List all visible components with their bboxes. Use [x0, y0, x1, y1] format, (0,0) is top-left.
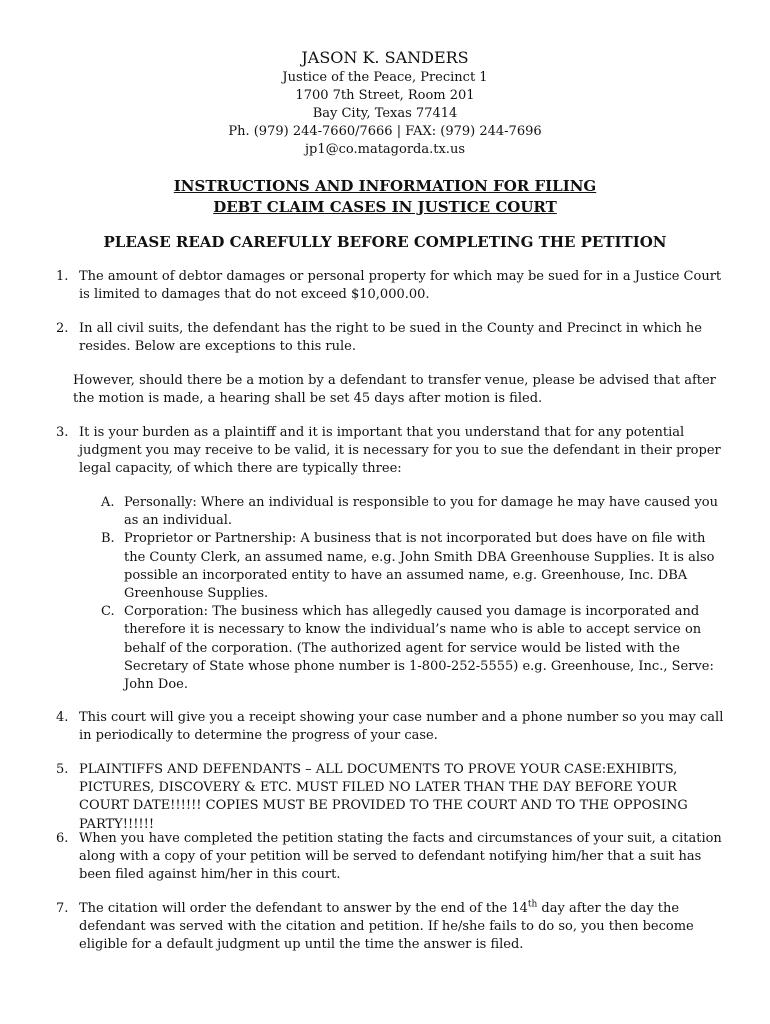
- capacity-text: Personally: Where an individual is responsible to you for damage he may have caused you as an individual.: [124, 495, 718, 529]
- item-text-start: The citation will order the defendant to answer by the end of the 14: [79, 901, 528, 916]
- capacity-item: [0, 603, 770, 694]
- street-address: 1700 7th Street, Room 201: [295, 88, 475, 103]
- list-item: [0, 900, 770, 955]
- capacity-item: [0, 494, 770, 530]
- item-number: 2.: [56, 321, 69, 336]
- item-number: 6.: [56, 831, 69, 846]
- item-number: 1.: [56, 269, 69, 284]
- capacity-item: [0, 530, 770, 603]
- letterhead: [0, 48, 770, 159]
- venue-note-text: However, should there be a motion by a defendant to transfer venue, please be advised that after the motion is made, a hearing shall be set 45 days after motion is filed.: [73, 373, 716, 407]
- judge-name: JASON K. SANDERS: [301, 48, 469, 67]
- item-number: 4.: [56, 710, 69, 725]
- city-address: Bay City, Texas 77414: [312, 106, 458, 121]
- capacity-list: [0, 494, 770, 694]
- phone-fax: Ph. (979) 244-7660/7666 | FAX: (979) 244-7696: [228, 124, 542, 139]
- ordinal-suffix: th: [527, 899, 538, 910]
- list-item: [0, 268, 770, 304]
- document-subtitle: PLEASE READ CAREFULLY BEFORE COMPLETING THE PETITION: [103, 233, 667, 251]
- capacity-text: Corporation: The business which has allegedly caused you damage is incorporated and therefore it is necessary to know the individual’s name who is able to accept service on behalf of the corporation. (The authorized agent for service would be listed with the Secretary of State whose phone number is 1-800-252-5555) e.g. Greenhouse, Inc., Serve: John Doe.: [124, 604, 714, 693]
- item-number: 3.: [56, 425, 69, 440]
- list-item: [0, 761, 770, 834]
- item-text: When you have completed the petition stating the facts and circumstances of your suit, a citation along with a copy of your petition will be served to defendant notifying him/her that a suit has been filed against him/her in this court.: [79, 831, 722, 883]
- item-number: 5.: [56, 762, 69, 777]
- item-text-end: day after the day the defendant was served with the citation and petition. If he/she fails to do so, you then become eligible for a default judgment up until the time the answer is filed.: [79, 901, 694, 953]
- item-text: It is your burden as a plaintiff and it is important that you understand that for any potential judgment you may receive to be valid, it is necessary for you to sue the defendant in their proper legal capacity, of which there are typically three:: [79, 425, 721, 477]
- title-line-1: INSTRUCTIONS AND INFORMATION FOR FILING: [173, 177, 597, 195]
- item-text: PLAINTIFFS AND DEFENDANTS – ALL DOCUMENTS TO PROVE YOUR CASE:EXHIBITS, PICTURES, DISCOVERY & ETC. MUST FILED NO LATER THAN THE DAY BEFORE YOUR COURT DATE!!!!!! COPIES MUST BE PROVIDED TO THE COURT AND TO THE OPPOSING PARTY!!!!!!: [79, 762, 688, 832]
- capacity-letter: B.: [101, 531, 115, 547]
- document-title: [0, 176, 770, 218]
- item-number: 7.: [56, 901, 69, 916]
- list-item: [0, 320, 770, 356]
- item-text: In all civil suits, the defendant has the right to be sued in the County and Precinct in which he resides. Below are exceptions to this rule.: [79, 321, 702, 355]
- capacity-letter: A.: [101, 495, 115, 510]
- venue-note: [0, 372, 770, 408]
- email-address: jp1@co.matagorda.tx.us: [305, 142, 465, 157]
- capacity-letter: C.: [101, 604, 115, 620]
- list-item: [0, 830, 770, 885]
- item-text: This court will give you a receipt showing your case number and a phone number so you may call in periodically to determine the progress of your case.: [79, 710, 724, 744]
- list-item: [0, 424, 770, 479]
- list-item: [0, 709, 770, 745]
- title-line-2: DEBT CLAIM CASES IN JUSTICE COURT: [213, 198, 557, 216]
- item-text: The amount of debtor damages or personal property for which may be sued for in a Justice Court is limited to damages that do not exceed $10,000.00.: [79, 269, 722, 303]
- office-title: Justice of the Peace, Precinct 1: [282, 70, 488, 85]
- capacity-text: Proprietor or Partnership: A business that is not incorporated but does have on file with the County Clerk, an assumed name, e.g. John Smith DBA Greenhouse Supplies. It is also possible an incorporated entity to have an assumed name, e.g. Greenhouse, Inc. DBA Greenhouse Supplies.: [124, 531, 715, 602]
